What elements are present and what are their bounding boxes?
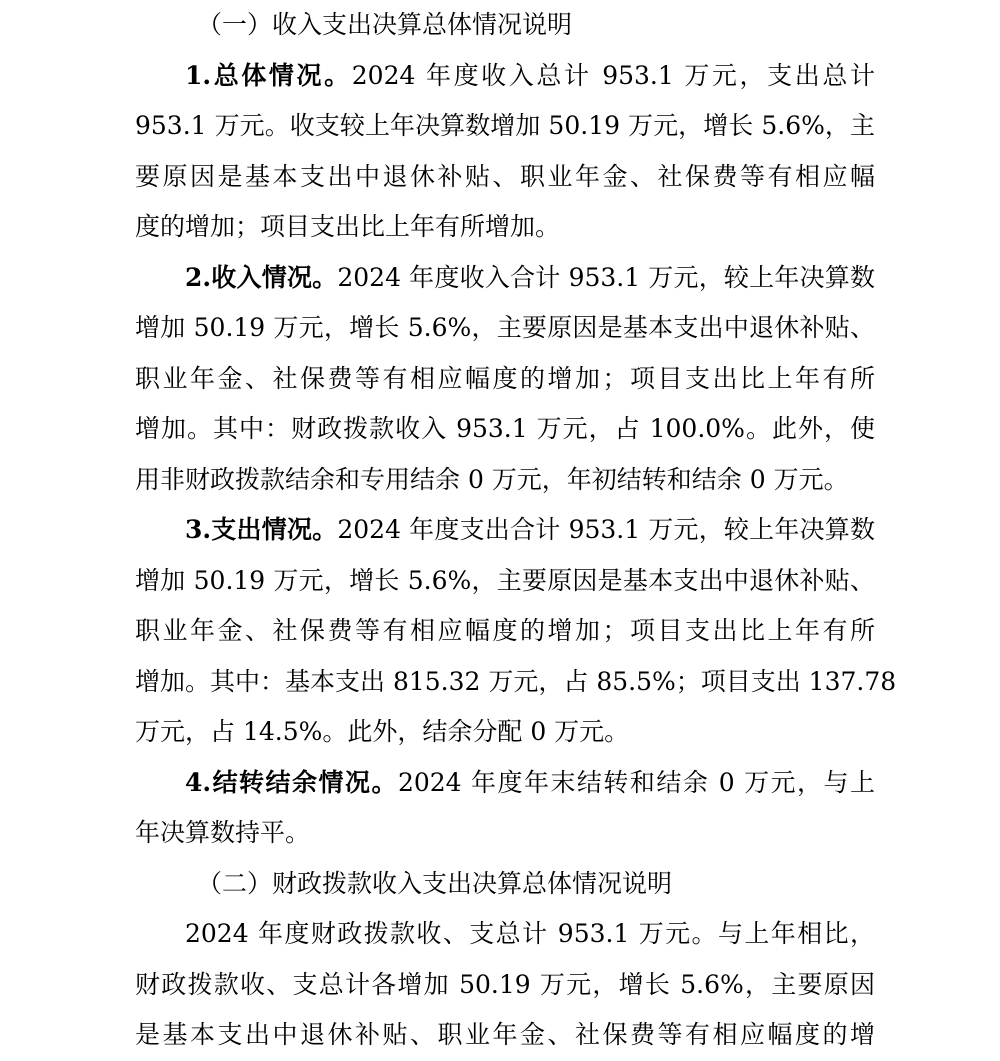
paragraph-lead: 4.结转结余情况。 — [185, 767, 398, 797]
paragraph-income — [135, 253, 875, 506]
paragraph-line — [135, 253, 875, 304]
paragraph-line: 增加 50.19 万元，增长 5.6%，主要原因是基本支出中退休补贴、 — [135, 565, 875, 595]
paragraph-line: 度的增加；项目支出比上年有所增加。 — [135, 212, 561, 241]
paragraph-line: 增加。其中：基本支出 815.32 万元，占 85.5%；项目支出 137.78 — [135, 666, 897, 696]
paragraph-line — [135, 758, 875, 809]
paragraph-text: 2024 年度支出合计 953.1 万元，较上年决算数 — [337, 515, 875, 544]
paragraph-line: 953.1 万元。收支较上年决算数增加 50.19 万元，增长 5.6%，主 — [135, 111, 875, 140]
paragraph-line: 财政拨款收、支总计各增加 50.19 万元，增长 5.6%，主要原因 — [135, 969, 875, 999]
document-page — [135, 0, 897, 1061]
paragraph-line: 万元，占 14.5%。此外，结余分配 0 万元。 — [135, 717, 630, 746]
paragraph-line: 年决算数持平。 — [135, 818, 311, 847]
paragraph-text: 2024 年度年末结转和结余 0 万元，与上 — [397, 767, 876, 797]
paragraph-line: 2024 年度财政拨款收、支总计 953.1 万元。与上年相比， — [185, 919, 875, 948]
paragraph-line: 增加 50.19 万元，增长 5.6%，主要原因是基本支出中退休补贴、 — [135, 313, 875, 342]
paragraph-carryover — [135, 758, 875, 859]
paragraph-line: 用非财政拨款结余和专用结余 0 万元，年初结转和结余 0 万元。 — [135, 464, 849, 494]
paragraph-line: 职业年金、社保费等有相应幅度的增加；项目支出比上年有所 — [135, 363, 875, 393]
paragraph-text: 2024 年度收入总计 953.1 万元，支出总计 — [351, 60, 875, 90]
section-heading-1: （一）收入支出决算总体情况说明 — [197, 10, 573, 39]
paragraph-lead: 2.收入情况。 — [185, 262, 338, 292]
paragraph-text: 2024 年度收入合计 953.1 万元，较上年决算数 — [337, 262, 875, 292]
paragraph-lead: 1.总体情况。 — [185, 60, 352, 90]
section-heading-2: （二）财政拨款收入支出决算总体情况说明 — [197, 868, 673, 898]
paragraph-lead: 3.支出情况。 — [185, 515, 338, 544]
paragraph-line — [135, 51, 875, 102]
paragraph-line: 是基本支出中退休补贴、职业年金、社保费等有相应幅度的增 — [135, 1020, 875, 1049]
paragraph-expenditure — [135, 505, 897, 758]
paragraph-fiscal-appropriation — [135, 909, 875, 1061]
paragraph-line — [135, 505, 875, 556]
paragraph-line: 职业年金、社保费等有相应幅度的增加；项目支出比上年有所 — [135, 616, 875, 645]
paragraph-line: 增加。其中：财政拨款收入 953.1 万元，占 100.0%。此外，使 — [135, 414, 875, 443]
paragraph-line: 要原因是基本支出中退休补贴、职业年金、社保费等有相应幅 — [135, 161, 875, 191]
paragraph-overall — [135, 51, 875, 253]
